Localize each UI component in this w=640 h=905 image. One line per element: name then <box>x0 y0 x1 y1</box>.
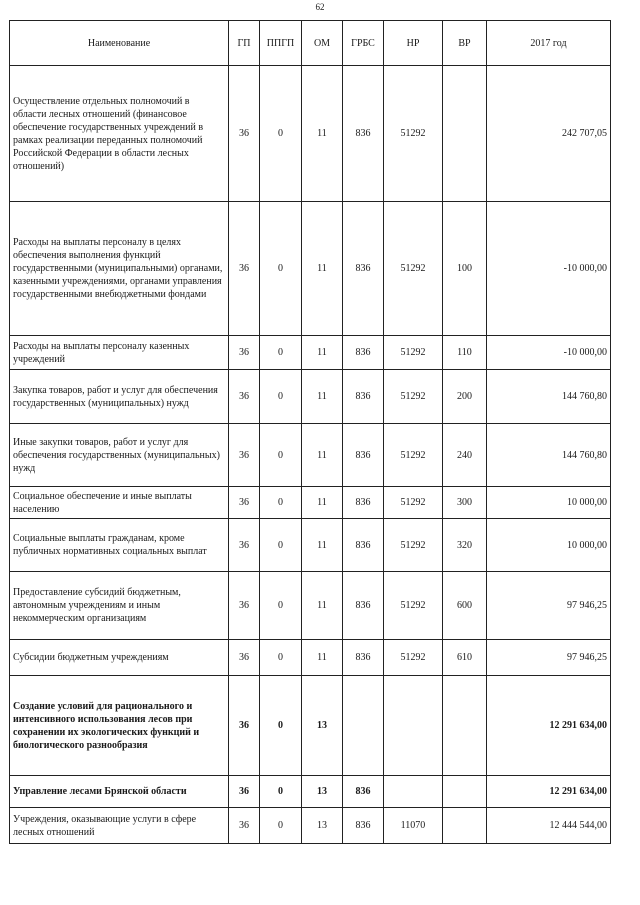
row-gp: 36 <box>229 336 260 370</box>
row-gp: 36 <box>229 370 260 424</box>
row-grbs: 836 <box>343 487 384 519</box>
row-name: Социальные выплаты гражданам, кроме публичных нормативных социальных выплат <box>10 519 229 572</box>
row-np: 51292 <box>384 202 443 336</box>
row-amount: 12 291 634,00 <box>487 776 611 808</box>
table-row <box>10 519 611 572</box>
row-amount: -10 000,00 <box>487 336 611 370</box>
row-ppgp: 0 <box>260 519 302 572</box>
table-row <box>10 424 611 487</box>
row-om: 11 <box>302 572 343 640</box>
row-grbs: 836 <box>343 640 384 676</box>
page-number: 62 <box>315 2 325 12</box>
table-row <box>10 776 611 808</box>
row-gp: 36 <box>229 519 260 572</box>
table-row <box>10 676 611 776</box>
row-vr: 300 <box>443 487 487 519</box>
header-vr: ВР <box>443 21 487 66</box>
row-ppgp: 0 <box>260 676 302 776</box>
row-ppgp: 0 <box>260 370 302 424</box>
row-np <box>384 776 443 808</box>
row-amount: 144 760,80 <box>487 370 611 424</box>
row-ppgp: 0 <box>260 66 302 202</box>
row-amount: 144 760,80 <box>487 424 611 487</box>
row-np <box>384 676 443 776</box>
row-gp: 36 <box>229 202 260 336</box>
row-name: Расходы на выплаты персоналу в целях обеспечения выполнения функций государственными (муниципальными) органами, казенными учреждениями, органами управления государственными внебюджетными фондами <box>10 202 229 336</box>
row-vr: 240 <box>443 424 487 487</box>
row-name: Предоставление субсидий бюджетным, автономным учреждениям и иным некоммерческим организациям <box>10 572 229 640</box>
row-np: 51292 <box>384 519 443 572</box>
row-amount: 242 707,05 <box>487 66 611 202</box>
row-amount: 12 291 634,00 <box>487 676 611 776</box>
table-row <box>10 336 611 370</box>
header-gp: ГП <box>229 21 260 66</box>
row-ppgp: 0 <box>260 640 302 676</box>
row-om: 13 <box>302 776 343 808</box>
row-om: 11 <box>302 66 343 202</box>
row-om: 11 <box>302 424 343 487</box>
row-name: Социальное обеспечение и иные выплаты населению <box>10 487 229 519</box>
header-np: НР <box>384 21 443 66</box>
row-name: Расходы на выплаты персоналу казенных учреждений <box>10 336 229 370</box>
row-ppgp: 0 <box>260 487 302 519</box>
row-om: 11 <box>302 640 343 676</box>
row-grbs: 836 <box>343 370 384 424</box>
row-grbs: 836 <box>343 424 384 487</box>
row-vr <box>443 66 487 202</box>
table-row <box>10 808 611 844</box>
header-row <box>10 21 611 66</box>
row-gp: 36 <box>229 572 260 640</box>
row-np: 51292 <box>384 66 443 202</box>
row-name: Управление лесами Брянской области <box>10 776 229 808</box>
row-amount: 97 946,25 <box>487 572 611 640</box>
row-ppgp: 0 <box>260 808 302 844</box>
row-vr: 100 <box>443 202 487 336</box>
row-om: 11 <box>302 336 343 370</box>
row-gp: 36 <box>229 424 260 487</box>
row-om: 13 <box>302 676 343 776</box>
row-amount: 10 000,00 <box>487 487 611 519</box>
row-ppgp: 0 <box>260 424 302 487</box>
row-grbs: 836 <box>343 66 384 202</box>
row-grbs: 836 <box>343 519 384 572</box>
row-grbs <box>343 676 384 776</box>
row-amount: 12 444 544,00 <box>487 808 611 844</box>
table-row <box>10 640 611 676</box>
row-om: 11 <box>302 519 343 572</box>
row-name: Создание условий для рационального и интенсивного использования лесов при сохранении их экологических функций и биологического разнообразия <box>10 676 229 776</box>
row-ppgp: 0 <box>260 336 302 370</box>
header-om: ОМ <box>302 21 343 66</box>
header-year: 2017 год <box>487 21 611 66</box>
header-grbs: ГРБС <box>343 21 384 66</box>
row-amount: 97 946,25 <box>487 640 611 676</box>
row-name: Учреждения, оказывающие услуги в сфере лесных отношений <box>10 808 229 844</box>
row-grbs: 836 <box>343 336 384 370</box>
row-amount: -10 000,00 <box>487 202 611 336</box>
row-vr: 610 <box>443 640 487 676</box>
row-np: 51292 <box>384 572 443 640</box>
table-row <box>10 487 611 519</box>
row-ppgp: 0 <box>260 776 302 808</box>
table-row <box>10 202 611 336</box>
row-gp: 36 <box>229 640 260 676</box>
row-vr: 320 <box>443 519 487 572</box>
row-ppgp: 0 <box>260 202 302 336</box>
row-vr <box>443 776 487 808</box>
row-om: 11 <box>302 370 343 424</box>
row-gp: 36 <box>229 808 260 844</box>
row-np: 51292 <box>384 487 443 519</box>
row-gp: 36 <box>229 487 260 519</box>
row-name: Субсидии бюджетным учреждениям <box>10 640 229 676</box>
row-name: Закупка товаров, работ и услуг для обеспечения государственных (муниципальных) нужд <box>10 370 229 424</box>
row-np: 51292 <box>384 424 443 487</box>
row-om: 11 <box>302 202 343 336</box>
table-row <box>10 66 611 202</box>
row-vr: 200 <box>443 370 487 424</box>
row-om: 13 <box>302 808 343 844</box>
row-amount: 10 000,00 <box>487 519 611 572</box>
row-om: 11 <box>302 487 343 519</box>
row-name: Иные закупки товаров, работ и услуг для обеспечения государственных (муниципальных) нужд <box>10 424 229 487</box>
row-np: 11070 <box>384 808 443 844</box>
row-name: Осуществление отдельных полномочий в области лесных отношений (финансовое обеспечение государственных учреждений в рамках реализации переданных полномочий Российской Федерации в области лесных отношений) <box>10 66 229 202</box>
table-row <box>10 572 611 640</box>
row-vr <box>443 808 487 844</box>
row-vr: 110 <box>443 336 487 370</box>
row-np: 51292 <box>384 370 443 424</box>
row-np: 51292 <box>384 336 443 370</box>
row-gp: 36 <box>229 776 260 808</box>
header-name: Наименование <box>10 21 229 66</box>
row-grbs: 836 <box>343 202 384 336</box>
row-grbs: 836 <box>343 776 384 808</box>
row-gp: 36 <box>229 66 260 202</box>
header-ppgp: ППГП <box>260 21 302 66</box>
row-vr <box>443 676 487 776</box>
row-np: 51292 <box>384 640 443 676</box>
row-grbs: 836 <box>343 808 384 844</box>
row-gp: 36 <box>229 676 260 776</box>
budget-table <box>9 20 611 844</box>
row-vr: 600 <box>443 572 487 640</box>
row-ppgp: 0 <box>260 572 302 640</box>
table-row <box>10 370 611 424</box>
row-grbs: 836 <box>343 572 384 640</box>
